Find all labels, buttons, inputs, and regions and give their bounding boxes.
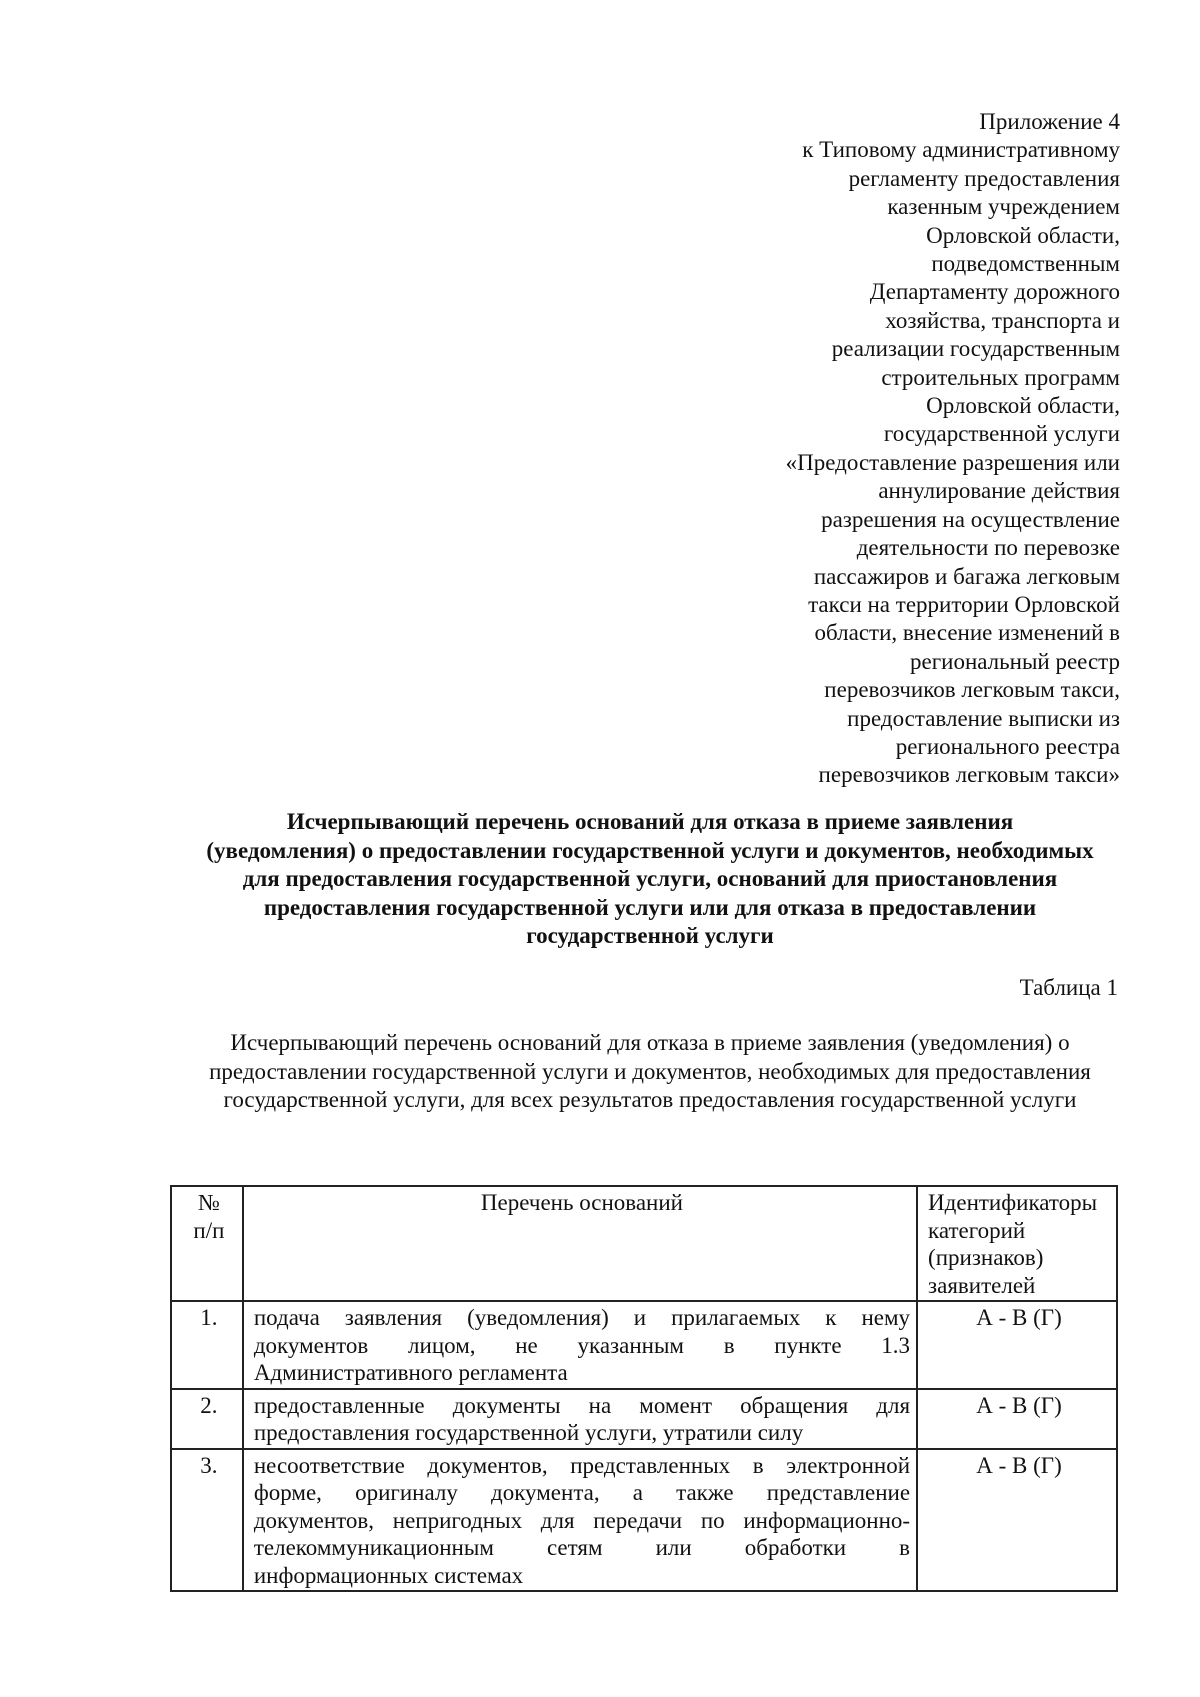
header-number [171,1186,243,1301]
appendix-line: подведомственным [931,251,1120,277]
appendix-line: Орловской области, [926,393,1120,419]
document-title [170,808,1130,951]
row-ground-text [243,1389,917,1449]
ground-text-line: документов лицом, не указанным в пункте 1.3 [253,1332,911,1358]
ground-text-line: информационных системах [253,1562,524,1588]
ground-text-line: предоставленные документы на момент обращения для [253,1392,911,1418]
appendix-line: Орловской области, [926,222,1120,248]
table-row [171,1449,1117,1592]
title-line: предоставления государственной услуги или для отказа в предоставлении [263,894,1037,920]
appendix-line: «Предоставление разрешения или [785,449,1120,475]
appendix-line: Департаменту дорожного [869,279,1120,305]
caption-line: Исчерпывающий перечень оснований для отказа в приеме заявления (уведомления) о [230,1030,1070,1055]
appendix-line: государственной услуги [883,421,1120,447]
table-number-label: Таблица 1 [1019,975,1118,1000]
row-applicant-code: А - В (Г) [917,1301,1117,1389]
appendix-line: пассажиров и багажа легковым [813,563,1120,589]
appendix-line: региональный реестр [910,648,1120,674]
appendix-line: регионального реестра [895,733,1120,759]
header-applicant-ids [917,1186,1117,1301]
header-id-line: заявителей [928,1272,1036,1298]
appendix-line: такси на территории Орловской [808,591,1120,617]
appendix-line: деятельности по перевозке [856,535,1120,561]
appendix-line: аннулирование действия [878,478,1120,504]
caption-line: предоставлении государственной услуги и документов, необходимых для предоставления [209,1058,1091,1084]
appendix-line: области, внесение изменений в [814,620,1120,646]
title-line: государственной услуги [526,923,774,948]
title-line: (уведомления) о предоставлении государственной услуги и документов, необходимых [206,837,1094,863]
table-row [171,1301,1117,1389]
title-line: для предоставления государственной услуги, оснований для приостановления [242,866,1058,891]
table-row [171,1389,1117,1449]
caption-line: государственной услуги, для всех результатов предоставления государственной услуги [223,1087,1077,1112]
header-number-line: № [197,1190,220,1215]
row-number: 1. [171,1301,243,1389]
header-id-line: (признаков) [928,1245,1044,1270]
appendix-line: предоставление выписки из [847,705,1120,731]
appendix-line: перевозчиков легковым такси, [824,677,1120,703]
ground-text-line: подача заявления (уведомления) и прилагаемых к нему [253,1305,911,1330]
ground-text-line: форме, оригиналу документа, а также представление [253,1480,911,1505]
header-grounds-list: Перечень оснований [243,1186,917,1301]
ground-text-line: предоставления государственной услуги, утратили силу [253,1420,804,1445]
appendix-header [600,108,1120,790]
appendix-line: казенным учреждением [887,194,1120,220]
row-number: 3. [171,1449,243,1592]
appendix-line: к Типовому административному [802,137,1120,163]
appendix-line: хозяйства, транспорта и [885,307,1120,333]
header-number-line: п/п [193,1217,225,1243]
appendix-line: перевозчиков легковым такси» [818,762,1120,788]
ground-text-line: документов, непригодных для передачи по информационно- [253,1507,911,1533]
appendix-line: разрешения на осуществление [821,506,1120,532]
table-header-row [171,1186,1117,1301]
ground-text-line: телекоммуникационным сетям или обработки в [253,1535,911,1560]
header-id-line: категорий [928,1217,1026,1243]
appendix-line: строительных программ [881,364,1120,390]
grounds-table [170,1185,1118,1592]
row-ground-text [243,1449,917,1592]
row-applicant-code: А - В (Г) [917,1389,1117,1449]
row-number: 2. [171,1389,243,1449]
table-caption [150,1029,1150,1115]
header-id-line: Идентификаторы [928,1190,1098,1215]
appendix-line: реализации государственным [831,336,1120,362]
appendix-line: регламенту предоставления [848,165,1120,191]
row-ground-text [243,1301,917,1389]
title-line: Исчерпывающий перечень оснований для отказа в приеме заявления [286,809,1014,834]
ground-text-line: несоответствие документов, представленных в электронной [253,1452,911,1478]
ground-text-line: Административного регламента [253,1360,568,1385]
appendix-line: Приложение 4 [979,109,1120,134]
row-applicant-code: А - В (Г) [917,1449,1117,1592]
